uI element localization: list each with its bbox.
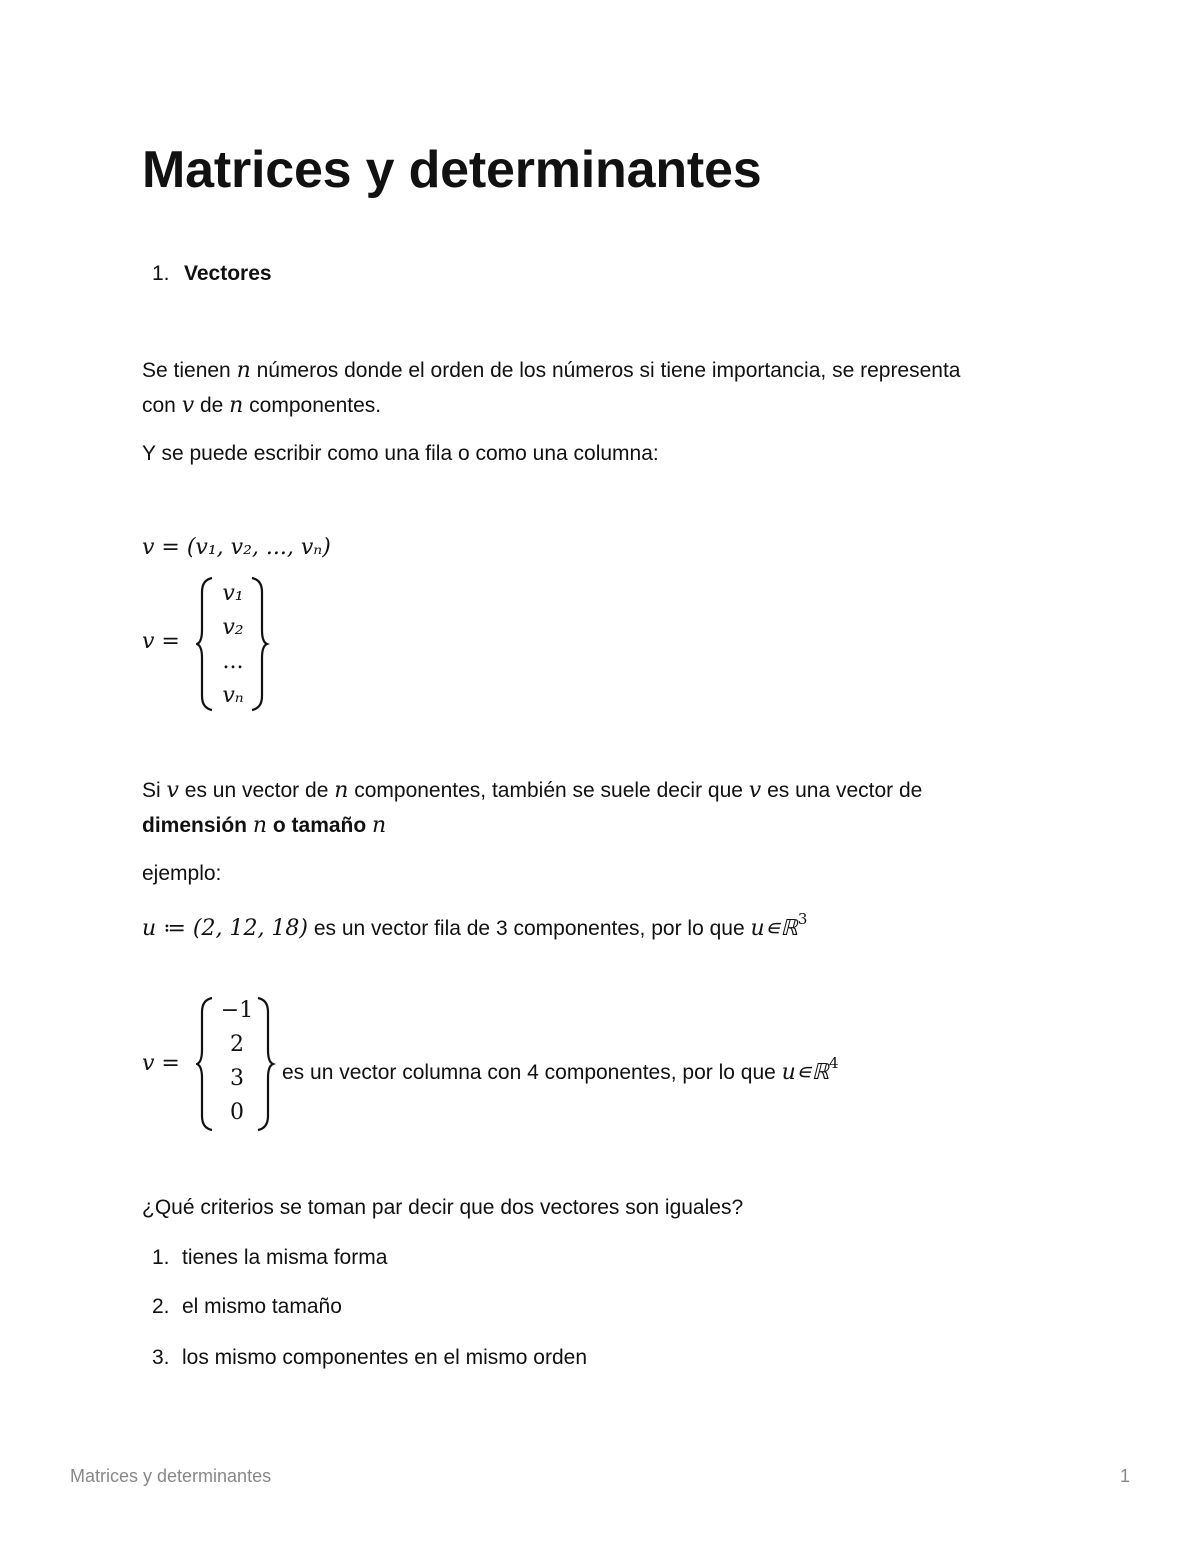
- list-text: tienes la misma forma: [182, 1246, 388, 1269]
- list-item: [152, 1246, 387, 1270]
- entry: ...: [222, 649, 244, 674]
- math-n: n: [236, 358, 251, 383]
- list-text: el mismo tamaño: [182, 1295, 342, 1318]
- math-v: v: [748, 778, 762, 803]
- example1: [142, 902, 807, 946]
- entry: 0: [230, 1100, 244, 1125]
- entry: 2: [230, 1032, 244, 1057]
- math-lhs: v =: [142, 629, 180, 654]
- math-set: u∊ℝ: [781, 1060, 830, 1085]
- list-number: 2.: [152, 1295, 170, 1318]
- footer-page-number: 1: [1120, 1466, 1131, 1486]
- math-set: u∊ℝ: [750, 916, 798, 941]
- math-v: v: [181, 393, 195, 418]
- text-run: es un vector fila de 3 componentes, por lo que: [308, 917, 751, 940]
- math-exponent: 3: [797, 910, 808, 928]
- column-vector-lhs: [142, 624, 180, 659]
- list-item: [152, 1295, 342, 1319]
- example2-text: [282, 1046, 839, 1090]
- page-title: Matrices y determinantes: [142, 141, 762, 199]
- row-vector-equation: [142, 530, 331, 565]
- math-n: n: [334, 778, 349, 803]
- text-run: es un vector de: [178, 779, 335, 802]
- list-item: [152, 1346, 587, 1370]
- list-number: 3.: [152, 1346, 170, 1369]
- example2-lhs: [142, 1046, 180, 1081]
- text-run: componentes, también se suele decir que: [348, 779, 749, 802]
- text-run: componentes.: [243, 394, 382, 417]
- math-n: n: [252, 813, 268, 838]
- text-run: con: [142, 394, 182, 417]
- bold-run: o tamaño: [267, 814, 373, 837]
- paragraph-intro-line2: [142, 388, 381, 423]
- paragraph-row-or-column: Y se puede escribir como una fila o como una columna:: [142, 442, 659, 465]
- entry: 3: [230, 1066, 244, 1091]
- example2-entries: [212, 994, 262, 1130]
- question: ¿Qué criterios se toman par decir que dos vectores son iguales?: [142, 1196, 744, 1219]
- math-v: v: [166, 778, 179, 803]
- section-heading: [152, 256, 272, 291]
- entry: vₙ: [222, 683, 244, 708]
- text-run: es un vector columna con 4 componentes, por lo que: [282, 1061, 782, 1084]
- math-u-row: u ≔ (2, 12, 18): [142, 916, 309, 941]
- list-text: los mismo componentes en el mismo orden: [182, 1346, 588, 1369]
- math-lhs: v =: [142, 1051, 180, 1076]
- entry: v₂: [222, 615, 244, 640]
- paragraph-dimension-line1: [142, 773, 922, 808]
- text-run: Se tienen: [142, 359, 237, 382]
- column-vector-entries: [210, 577, 256, 713]
- footer-title: Matrices y determinantes: [70, 1466, 272, 1486]
- entry: −1: [220, 998, 254, 1023]
- math-n: n: [372, 813, 387, 838]
- section-title: Vectores: [184, 262, 272, 285]
- text-run: de: [194, 394, 230, 417]
- section-number: 1.: [152, 262, 170, 285]
- paragraph-intro-line1: [142, 353, 960, 388]
- text-run: Si: [142, 779, 167, 802]
- list-number: 1.: [152, 1246, 170, 1269]
- bold-run: dimensión: [142, 814, 253, 837]
- math-n: n: [229, 393, 244, 418]
- entry: v₁: [222, 581, 244, 606]
- text-run: números donde el orden de los números si tiene importancia, se representa: [250, 359, 961, 382]
- math-row-vector: v = (v₁, v₂, ..., vₙ): [142, 535, 331, 560]
- example-label: ejemplo:: [142, 862, 222, 885]
- text-run: es una vector de: [761, 779, 923, 802]
- paragraph-dimension-line2: [142, 808, 386, 843]
- math-exponent: 4: [829, 1054, 839, 1072]
